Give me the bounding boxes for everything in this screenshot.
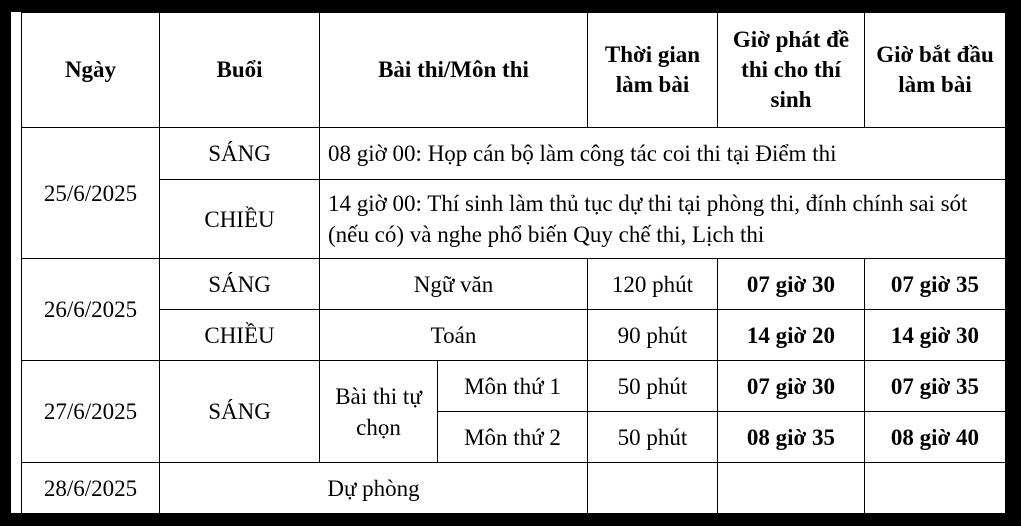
header-distribute-time: Giờ phát đề thi cho thí sinh	[718, 13, 865, 128]
date-cell: 28/6/2025	[22, 463, 160, 514]
header-subject: Bài thi/Môn thi	[320, 13, 588, 128]
subject-cell: Môn thứ 2	[438, 412, 588, 463]
distribute-time-cell: 07 giờ 30	[718, 361, 865, 412]
duration-cell: 90 phút	[588, 310, 718, 361]
schedule-sheet	[11, 12, 1005, 513]
session-cell: SÁNG	[160, 259, 320, 310]
subject-cell: Ngữ văn	[320, 259, 588, 310]
duration-cell: 50 phút	[588, 361, 718, 412]
duration-cell: 120 phút	[588, 259, 718, 310]
table-row	[22, 128, 1006, 180]
table-row	[22, 180, 1006, 259]
session-cell: SÁNG	[160, 361, 320, 463]
date-cell: 26/6/2025	[22, 259, 160, 361]
start-time-cell: 07 giờ 35	[865, 361, 1006, 412]
distribute-time-cell: 07 giờ 30	[718, 259, 865, 310]
table-row	[22, 310, 1006, 361]
subject-cell: Toán	[320, 310, 588, 361]
exam-schedule-table	[21, 12, 1006, 514]
subject-cell: Môn thứ 1	[438, 361, 588, 412]
start-time-cell: 08 giờ 40	[865, 412, 1006, 463]
start-time-cell: 14 giờ 30	[865, 310, 1006, 361]
table-row	[22, 361, 1006, 412]
date-cell: 25/6/2025	[22, 128, 160, 259]
table-row	[22, 463, 1006, 514]
header-session: Buổi	[160, 13, 320, 128]
note-cell: 08 giờ 00: Họp cán bộ làm công tác coi thi tại Điểm thi	[320, 128, 1006, 180]
header-row	[22, 13, 1006, 128]
note-cell: 14 giờ 00: Thí sinh làm thủ tục dự thi tại phòng thi, đính chính sai sót (nếu có) và nghe phổ biến Quy chế thi, Lịch thi	[320, 180, 1006, 259]
distribute-time-cell: 14 giờ 20	[718, 310, 865, 361]
date-cell: 27/6/2025	[22, 361, 160, 463]
distribute-time-cell: 08 giờ 35	[718, 412, 865, 463]
session-cell: CHIỀU	[160, 310, 320, 361]
header-day: Ngày	[22, 13, 160, 128]
elective-group-cell: Bài thi tự chọn	[320, 361, 438, 463]
header-start-time: Giờ bắt đầu làm bài	[865, 13, 1006, 128]
session-cell: SÁNG	[160, 128, 320, 180]
session-cell: CHIỀU	[160, 180, 320, 259]
table-row	[22, 259, 1006, 310]
empty-cell	[588, 463, 718, 514]
reserve-cell: Dự phòng	[160, 463, 588, 514]
header-duration: Thời gian làm bài	[588, 13, 718, 128]
start-time-cell: 07 giờ 35	[865, 259, 1006, 310]
empty-cell	[718, 463, 865, 514]
duration-cell: 50 phút	[588, 412, 718, 463]
empty-cell	[865, 463, 1006, 514]
